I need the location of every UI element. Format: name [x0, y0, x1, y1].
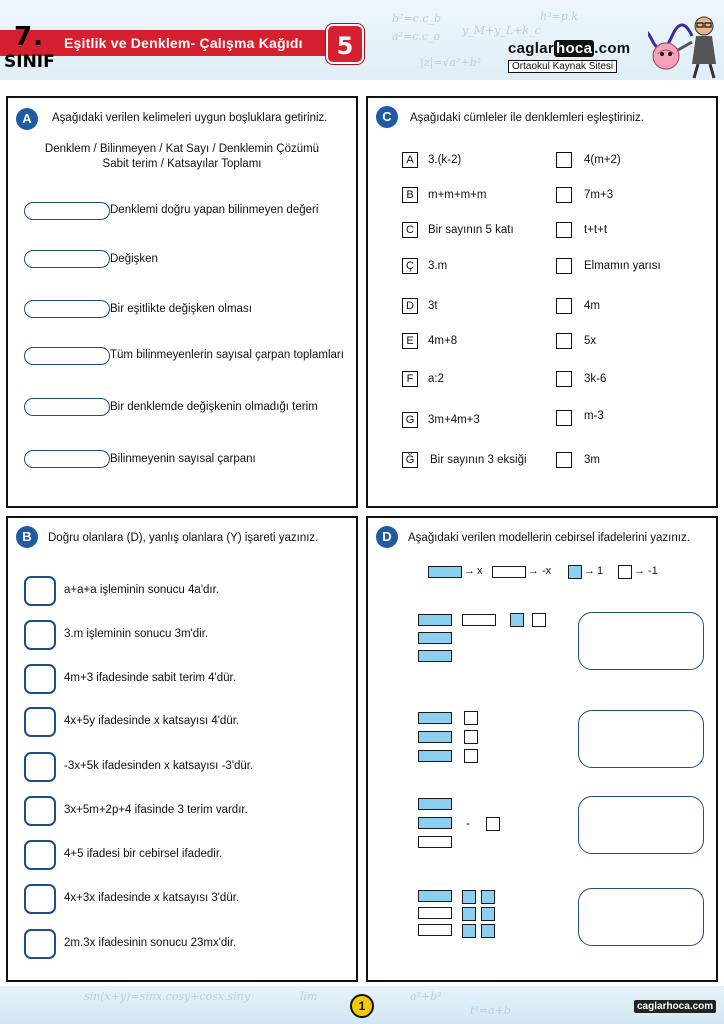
footer-formula: t²=a+b [470, 1004, 511, 1017]
x-tile [418, 731, 452, 743]
statement-text: 4m+3 ifadesinde sabit terim 4'dür. [64, 672, 236, 684]
match-right-text: 7m+3 [584, 189, 614, 201]
expression-answer-box[interactable] [578, 888, 704, 946]
answer-blank[interactable] [24, 450, 110, 468]
match-right-text: 3k-6 [584, 373, 607, 385]
header-formula: y_M+y_L+k_c [462, 24, 541, 37]
match-letter: D [402, 298, 418, 314]
match-right-text: 4(m+2) [584, 154, 621, 166]
minus-sign: - [466, 816, 470, 830]
match-answer-box[interactable] [556, 298, 572, 314]
brand-subtitle: Ortaokul Kaynak Sitesi [508, 60, 617, 73]
footer-formula: sin(x+y)=sinx.cosy+cosx.siny [84, 990, 251, 1003]
match-letter: A [402, 152, 418, 168]
answer-blank[interactable] [24, 347, 110, 365]
section-d-instruction: Aşağıdaki verilen modellerin cebirsel ifadelerini yazınız. [408, 532, 690, 544]
match-left-text: 3.(k-2) [428, 154, 462, 166]
footer-banner [0, 986, 724, 1024]
word-bank-line: Sabit terim / Katsayılar Toplamı [102, 158, 262, 170]
match-answer-box[interactable] [556, 258, 572, 274]
definition-text: Bir eşitlikte değişken olması [110, 303, 252, 315]
match-answer-box[interactable] [556, 152, 572, 168]
match-right-text: 3m [584, 454, 600, 466]
match-answer-box[interactable] [556, 410, 572, 426]
definition-text: Bilinmeyenin sayısal çarpanı [110, 453, 256, 465]
statement-text: 3x+5m+2p+4 ifasinde 3 terim vardır. [64, 804, 248, 816]
negative-unit-tile [532, 613, 546, 627]
header-formula: b²=c.c_b [392, 12, 442, 25]
match-left-text: 3.m [428, 260, 448, 272]
definition-text: Değişken [110, 253, 158, 265]
true-false-box[interactable] [24, 929, 56, 959]
definition-text: Tüm bilinmeyenlerin sayısal çarpan toplamları [110, 349, 344, 361]
footer-formula: lim [300, 990, 318, 1003]
legend-negative-unit-tile [618, 565, 632, 579]
header-formula: a²=c.c_a [392, 30, 441, 43]
match-answer-box[interactable] [556, 222, 572, 238]
legend-label: x [477, 565, 483, 577]
negative-x-tile [462, 614, 496, 626]
negative-x-tile [418, 924, 452, 936]
true-false-box[interactable] [24, 752, 56, 782]
match-right-text: t+t+t [584, 224, 608, 236]
negative-unit-tile [464, 730, 478, 744]
legend-label: -1 [648, 565, 658, 577]
legend-arrow: → [464, 565, 475, 577]
legend-arrow: → [634, 565, 645, 577]
x-tile [418, 632, 452, 644]
match-left-text: Bir sayının 5 katı [428, 224, 514, 236]
statement-text: 4x+3x ifadesinde x katsayısı 3'dür. [64, 892, 240, 904]
unit-tile [462, 890, 476, 904]
true-false-box[interactable] [24, 620, 56, 650]
worksheet-title: Eşitlik ve Denklem- Çalışma Kağıdı [64, 35, 303, 51]
expression-answer-box[interactable] [578, 612, 704, 670]
match-right-text: 4m [584, 300, 600, 312]
answer-blank[interactable] [24, 250, 110, 268]
match-answer-box[interactable] [556, 452, 572, 468]
match-letter: F [402, 371, 418, 387]
legend-arrow: → [528, 565, 539, 577]
match-letter: C [402, 222, 418, 238]
legend-label: 1 [597, 565, 604, 577]
statement-text: -3x+5k ifadesinden x katsayısı -3'dür. [64, 760, 254, 772]
sheet-number-badge: 5 [326, 24, 364, 64]
true-false-box[interactable] [24, 796, 56, 826]
match-letter: E [402, 333, 418, 349]
header-formula: |z|=√a²+b² [420, 56, 482, 69]
grade-label: SINIF [4, 52, 55, 72]
x-tile [418, 798, 452, 810]
legend-unit-tile [568, 565, 582, 579]
negative-x-tile [418, 907, 452, 919]
unit-tile [481, 924, 495, 938]
x-tile [418, 614, 452, 626]
true-false-box[interactable] [24, 840, 56, 870]
match-answer-box[interactable] [556, 371, 572, 387]
section-c-panel [366, 96, 718, 508]
unit-tile [462, 924, 476, 938]
legend-arrow: → [584, 565, 595, 577]
header-banner [0, 0, 724, 80]
expression-answer-box[interactable] [578, 710, 704, 768]
true-false-box[interactable] [24, 576, 56, 606]
section-a-badge: A [16, 108, 38, 130]
unit-tile [462, 907, 476, 921]
footer-formula: a²+b² [410, 990, 442, 1003]
answer-blank[interactable] [24, 202, 110, 220]
legend-x-tile [428, 566, 462, 578]
match-right-text: 5x [584, 335, 597, 347]
negative-x-tile [418, 836, 452, 848]
match-letter: Ç [402, 258, 418, 274]
x-tile [418, 817, 452, 829]
header-formula: h²=p.k [540, 10, 578, 23]
footer-brand: caglarhoca.com [634, 1000, 716, 1013]
true-false-box[interactable] [24, 884, 56, 914]
match-letter: Ğ [402, 452, 418, 468]
x-tile [418, 650, 452, 662]
section-a-instruction: Aşağıdaki verilen kelimeleri uygun boşluklara getiriniz. [52, 112, 328, 124]
negative-unit-tile [464, 749, 478, 763]
answer-blank[interactable] [24, 398, 110, 416]
answer-blank[interactable] [24, 300, 110, 318]
section-c-instruction: Aşağıdaki cümleler ile denklemleri eşleştiriniz. [410, 112, 644, 124]
legend-negative-x-tile [492, 566, 526, 578]
teacher-mascot-icon [648, 6, 724, 80]
x-tile [418, 890, 452, 902]
statement-text: 4+5 ifadesi bir cebirsel ifadedir. [64, 848, 223, 860]
section-b-instruction: Doğru olanlara (D), yanlış olanlara (Y) işareti yazınız. [48, 532, 319, 544]
match-left-text: 4m+8 [428, 335, 458, 347]
section-d-panel [366, 516, 718, 982]
page-number-badge: 1 [350, 994, 374, 1018]
match-answer-box[interactable] [556, 333, 572, 349]
match-letter: B [402, 187, 418, 203]
definition-text: Denklemi doğru yapan bilinmeyen değeri [110, 204, 319, 216]
section-b-panel [6, 516, 358, 982]
grade-number: 7. [14, 22, 44, 52]
x-tile [418, 712, 452, 724]
section-a-panel [6, 96, 358, 508]
negative-unit-tile [486, 817, 500, 831]
match-left-text: a:2 [428, 373, 444, 385]
match-letter: G [402, 412, 418, 428]
true-false-box[interactable] [24, 664, 56, 694]
unit-tile [510, 613, 524, 627]
legend-label: -x [542, 565, 552, 577]
match-right-text: Elmamın yarısı [584, 260, 661, 272]
match-left-text: Bir sayının 3 eksiği [430, 454, 527, 466]
unit-tile [481, 890, 495, 904]
negative-unit-tile [464, 711, 478, 725]
match-answer-box[interactable] [556, 187, 572, 203]
statement-text: 2m.3x ifadesinin sonucu 23mx'dir. [64, 937, 237, 949]
definition-text: Bir denklemde değişkenin olmadığı terim [110, 401, 318, 413]
unit-tile [481, 907, 495, 921]
statement-text: a+a+a işleminin sonucu 4a'dır. [64, 584, 219, 596]
match-left-text: 3t [428, 300, 438, 312]
match-left-text: m+m+m+m [428, 189, 487, 201]
statement-text: 4x+5y ifadesinde x katsayısı 4'dür. [64, 715, 240, 727]
section-d-badge: D [376, 526, 398, 548]
x-tile [418, 750, 452, 762]
word-bank-line: Denklem / Bilinmeyen / Kat Sayı / Denklemin Çözümü [44, 143, 320, 155]
section-c-badge: C [376, 106, 398, 128]
match-right-text: m-3 [584, 410, 604, 422]
brand-logo: caglar hoca .com [508, 40, 631, 57]
true-false-box[interactable] [24, 707, 56, 737]
match-left-text: 3m+4m+3 [428, 414, 480, 426]
expression-answer-box[interactable] [578, 796, 704, 854]
section-b-badge: B [16, 526, 38, 548]
statement-text: 3.m işleminin sonucu 3m'dir. [64, 628, 209, 640]
